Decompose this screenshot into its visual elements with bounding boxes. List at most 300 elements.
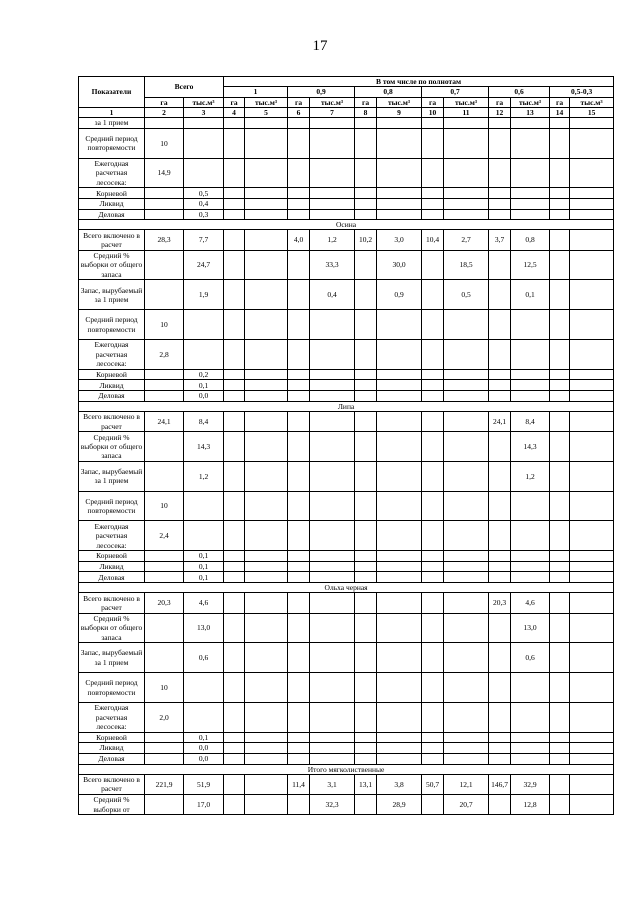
table-cell [224, 593, 245, 613]
header-density: 0,6 [489, 87, 550, 97]
table-cell [145, 572, 184, 583]
table-cell [550, 380, 570, 391]
row-label: Ежегодная расчетная лесосека: [79, 702, 145, 732]
table-cell [377, 732, 422, 743]
header-column-number: 14 [550, 107, 570, 117]
table-cell [377, 340, 422, 370]
table-cell [145, 369, 184, 380]
table-cell [377, 310, 422, 340]
header-unit-ha: га [550, 97, 570, 107]
table-cell [145, 118, 184, 129]
header-column-number: 8 [355, 107, 377, 117]
table-cell [489, 250, 511, 280]
table-cell [550, 391, 570, 402]
table-row [79, 593, 614, 613]
row-label: Средний период повторяемости [79, 310, 145, 340]
table-cell [224, 561, 245, 572]
table-cell [550, 250, 570, 280]
table-cell [377, 643, 422, 673]
table-cell: 2,0 [145, 702, 184, 732]
table-cell [310, 732, 355, 743]
table-cell [570, 673, 614, 703]
table-cell: 20,3 [145, 593, 184, 613]
table-cell [310, 380, 355, 391]
section-title: Осина [79, 220, 614, 230]
table-cell [224, 380, 245, 391]
table-cell [224, 432, 245, 462]
table-cell [224, 461, 245, 491]
table-row [79, 280, 614, 310]
table-cell [355, 188, 377, 199]
table-cell [489, 643, 511, 673]
table-row [79, 491, 614, 521]
table-cell [422, 128, 444, 158]
table-cell [489, 613, 511, 643]
table-cell [422, 432, 444, 462]
table-cell [550, 551, 570, 562]
row-label: Всего включено в расчет [79, 774, 145, 794]
table-cell [224, 732, 245, 743]
table-cell [377, 432, 422, 462]
table-cell [288, 188, 310, 199]
table-cell [570, 369, 614, 380]
table-cell [489, 380, 511, 391]
table-cell: 0,0 [184, 753, 224, 764]
table-cell [245, 369, 288, 380]
section-title: Ольха черная [79, 583, 614, 593]
table-cell [184, 340, 224, 370]
section-title: Итого мягколиственные [79, 764, 614, 774]
table-cell [310, 128, 355, 158]
table-cell [355, 673, 377, 703]
table-cell: 3,1 [310, 774, 355, 794]
table-cell [224, 521, 245, 551]
table-cell [570, 521, 614, 551]
table-cell [355, 461, 377, 491]
row-label: Ликвид [79, 198, 145, 209]
table-row [79, 795, 614, 815]
table-cell [184, 491, 224, 521]
table-cell [224, 250, 245, 280]
header-column-numbers [79, 107, 614, 117]
table-cell [550, 732, 570, 743]
table-row [79, 198, 614, 209]
table-cell [422, 753, 444, 764]
table-cell: 4,6 [184, 593, 224, 613]
table-cell [377, 753, 422, 764]
table-cell [550, 340, 570, 370]
section-title: Липа [79, 401, 614, 411]
table-cell [310, 310, 355, 340]
table-row [79, 774, 614, 794]
table-cell [550, 572, 570, 583]
table-row [79, 391, 614, 402]
table-cell [145, 643, 184, 673]
table-cell [550, 128, 570, 158]
table-cell [511, 572, 550, 583]
table-cell [224, 310, 245, 340]
table-row [79, 158, 614, 188]
table-cell [570, 774, 614, 794]
table-cell [444, 743, 489, 754]
table-cell [422, 572, 444, 583]
table-cell [245, 743, 288, 754]
table-cell [377, 461, 422, 491]
table-cell [245, 561, 288, 572]
table-cell [355, 250, 377, 280]
table-cell [511, 673, 550, 703]
table-cell [570, 753, 614, 764]
table-cell [511, 310, 550, 340]
table-cell [550, 432, 570, 462]
table-cell [550, 461, 570, 491]
table-cell [310, 340, 355, 370]
table-cell [489, 280, 511, 310]
table-cell [288, 250, 310, 280]
table-cell: 146,7 [489, 774, 511, 794]
table-cell [245, 280, 288, 310]
table-cell [570, 593, 614, 613]
table-cell [377, 188, 422, 199]
row-label: Корневой [79, 732, 145, 743]
table-cell [288, 561, 310, 572]
table-cell [355, 491, 377, 521]
table-cell: 4,6 [511, 593, 550, 613]
section-row [79, 220, 614, 230]
table-cell [224, 643, 245, 673]
table-cell [355, 572, 377, 583]
table-cell [422, 411, 444, 431]
table-cell: 0,0 [184, 391, 224, 402]
header-density: 0,9 [288, 87, 355, 97]
table-cell [444, 593, 489, 613]
table-cell [288, 753, 310, 764]
table-cell [422, 743, 444, 754]
header-column-number: 3 [184, 107, 224, 117]
table-row [79, 209, 614, 220]
row-label: за 1 прием [79, 118, 145, 129]
table-cell [245, 411, 288, 431]
table-cell [511, 118, 550, 129]
table-cell [377, 613, 422, 643]
table-cell [184, 521, 224, 551]
table-cell: 13,1 [355, 774, 377, 794]
table-cell [355, 521, 377, 551]
table-cell [355, 391, 377, 402]
table-cell [245, 380, 288, 391]
table-cell [288, 198, 310, 209]
table-cell [377, 158, 422, 188]
table-cell [444, 209, 489, 220]
row-label: Ежегодная расчетная лесосека: [79, 340, 145, 370]
table-cell [444, 391, 489, 402]
header-unit-ha: га [145, 97, 184, 107]
table-cell [355, 369, 377, 380]
table-cell [444, 128, 489, 158]
table-cell [550, 118, 570, 129]
table-cell [422, 795, 444, 815]
table-cell [511, 702, 550, 732]
table-cell [570, 702, 614, 732]
table-cell [511, 561, 550, 572]
table-cell: 0,6 [511, 643, 550, 673]
table-row [79, 613, 614, 643]
table-cell [570, 461, 614, 491]
table-cell [489, 391, 511, 402]
table-cell [310, 753, 355, 764]
table-cell [184, 158, 224, 188]
table-cell [511, 188, 550, 199]
table-cell [422, 732, 444, 743]
section-row [79, 764, 614, 774]
table-cell [288, 380, 310, 391]
table-cell [550, 673, 570, 703]
table-cell [224, 572, 245, 583]
table-row [79, 230, 614, 250]
table-cell [145, 551, 184, 562]
header-column-number: 12 [489, 107, 511, 117]
table-cell [377, 491, 422, 521]
table-cell [145, 280, 184, 310]
table-cell [245, 673, 288, 703]
table-row [79, 743, 614, 754]
table-cell [511, 521, 550, 551]
table-cell [570, 743, 614, 754]
table-cell [444, 432, 489, 462]
row-label: Ежегодная расчетная лесосека: [79, 521, 145, 551]
table-cell: 18,5 [444, 250, 489, 280]
table-row [79, 753, 614, 764]
header-unit-volume: тыс.м³ [444, 97, 489, 107]
table-cell [245, 340, 288, 370]
table-cell: 0,1 [184, 561, 224, 572]
table-cell [422, 702, 444, 732]
table-cell [570, 643, 614, 673]
table-row [79, 250, 614, 280]
table-row [79, 340, 614, 370]
table-cell [570, 118, 614, 129]
table-cell [570, 613, 614, 643]
table-row [79, 643, 614, 673]
table-cell: 10,4 [422, 230, 444, 250]
table-cell [550, 230, 570, 250]
table-cell [550, 280, 570, 310]
table-cell: 14,3 [184, 432, 224, 462]
table-cell [288, 613, 310, 643]
table-cell [224, 702, 245, 732]
table-cell [288, 795, 310, 815]
table-cell [489, 158, 511, 188]
row-label: Корневой [79, 188, 145, 199]
table-cell [245, 732, 288, 743]
table-cell [550, 310, 570, 340]
table-cell [288, 118, 310, 129]
table-cell [489, 209, 511, 220]
table-cell: 2,7 [444, 230, 489, 250]
row-label: Деловая [79, 572, 145, 583]
table-cell [310, 118, 355, 129]
table-cell: 28,3 [145, 230, 184, 250]
table-cell: 0,8 [511, 230, 550, 250]
header-unit-ha: га [422, 97, 444, 107]
table-cell [489, 310, 511, 340]
table-cell [550, 521, 570, 551]
table-cell [511, 743, 550, 754]
table-cell [444, 118, 489, 129]
table-cell [245, 593, 288, 613]
table-cell [224, 774, 245, 794]
table-cell: 0,2 [184, 369, 224, 380]
table-cell [288, 209, 310, 220]
table-cell [355, 209, 377, 220]
table-cell: 50,7 [422, 774, 444, 794]
table-cell [444, 340, 489, 370]
table-cell: 4,0 [288, 230, 310, 250]
table-cell [288, 702, 310, 732]
table-cell [570, 380, 614, 391]
table-row [79, 411, 614, 431]
table-cell [511, 128, 550, 158]
table-row [79, 732, 614, 743]
row-label: Ликвид [79, 743, 145, 754]
table-cell [310, 673, 355, 703]
table-cell [444, 198, 489, 209]
table-cell [288, 572, 310, 583]
header-unit-volume: тыс.м³ [310, 97, 355, 107]
header-unit-volume: тыс.м³ [511, 97, 550, 107]
table-cell [489, 128, 511, 158]
table-cell [570, 128, 614, 158]
table-cell [444, 491, 489, 521]
table-row [79, 673, 614, 703]
table-cell [511, 753, 550, 764]
table-row [79, 188, 614, 199]
table-cell [288, 732, 310, 743]
header-unit-row [79, 97, 614, 107]
table-cell [444, 310, 489, 340]
table-cell [570, 198, 614, 209]
table-cell [570, 250, 614, 280]
table-cell [288, 411, 310, 431]
table-cell [245, 613, 288, 643]
row-label: Средний период повторяемости [79, 128, 145, 158]
row-label: Запас, вырубаемый за 1 прием [79, 461, 145, 491]
row-label: Деловая [79, 209, 145, 220]
table-cell [245, 491, 288, 521]
table-cell [224, 491, 245, 521]
table-cell [489, 118, 511, 129]
table-cell: 24,1 [489, 411, 511, 431]
table-cell: 0,4 [310, 280, 355, 310]
table-cell [550, 369, 570, 380]
header-column-number: 7 [310, 107, 355, 117]
table-cell [422, 188, 444, 199]
table-cell [145, 380, 184, 391]
table-cell: 0,1 [184, 732, 224, 743]
table-cell [245, 643, 288, 673]
table-cell: 20,3 [489, 593, 511, 613]
table-row [79, 521, 614, 551]
table-cell [245, 198, 288, 209]
table-cell [377, 369, 422, 380]
table-cell [288, 461, 310, 491]
row-label: Средний % выборки от [79, 795, 145, 815]
table-cell [145, 250, 184, 280]
header-column-number: 5 [245, 107, 288, 117]
table-cell: 2,4 [145, 521, 184, 551]
table-cell [310, 551, 355, 562]
table-cell [245, 391, 288, 402]
table-cell [444, 732, 489, 743]
table-cell: 0,1 [184, 572, 224, 583]
table-cell [145, 432, 184, 462]
table-cell [444, 613, 489, 643]
table-cell: 0,4 [184, 198, 224, 209]
table-cell [224, 369, 245, 380]
table-cell: 0,5 [184, 188, 224, 199]
table-cell [377, 128, 422, 158]
table-cell: 1,2 [511, 461, 550, 491]
table-cell [489, 188, 511, 199]
table-cell [310, 209, 355, 220]
section-row [79, 401, 614, 411]
table-cell [511, 369, 550, 380]
table-cell [377, 209, 422, 220]
header-unit-ha: га [288, 97, 310, 107]
table-cell [444, 561, 489, 572]
table-cell [550, 198, 570, 209]
header-column-number: 9 [377, 107, 422, 117]
header-unit-volume: тыс.м³ [377, 97, 422, 107]
table-row [79, 380, 614, 391]
table-cell [145, 461, 184, 491]
table-cell [224, 795, 245, 815]
table-cell [288, 743, 310, 754]
table-cell [245, 118, 288, 129]
table-cell: 17,0 [184, 795, 224, 815]
table-cell [377, 561, 422, 572]
table-row [79, 561, 614, 572]
table-cell [310, 461, 355, 491]
table-cell [355, 432, 377, 462]
table-cell [489, 753, 511, 764]
header-column-number: 10 [422, 107, 444, 117]
table-cell [377, 593, 422, 613]
table-cell [224, 673, 245, 703]
table-cell [310, 521, 355, 551]
table-cell [550, 158, 570, 188]
table-cell [489, 461, 511, 491]
table-cell [310, 561, 355, 572]
table-cell: 11,4 [288, 774, 310, 794]
table-cell [550, 188, 570, 199]
table-cell: 8,4 [511, 411, 550, 431]
header-total: Всего [145, 77, 224, 98]
table-cell [355, 702, 377, 732]
header-density: 0,8 [355, 87, 422, 97]
table-cell [355, 118, 377, 129]
table-cell: 10 [145, 128, 184, 158]
table-header [79, 77, 614, 118]
table-cell [377, 572, 422, 583]
table-cell [310, 432, 355, 462]
table-cell [245, 461, 288, 491]
table-cell [489, 432, 511, 462]
table-cell [145, 188, 184, 199]
table-cell [224, 188, 245, 199]
table-cell [489, 561, 511, 572]
table-cell [444, 461, 489, 491]
